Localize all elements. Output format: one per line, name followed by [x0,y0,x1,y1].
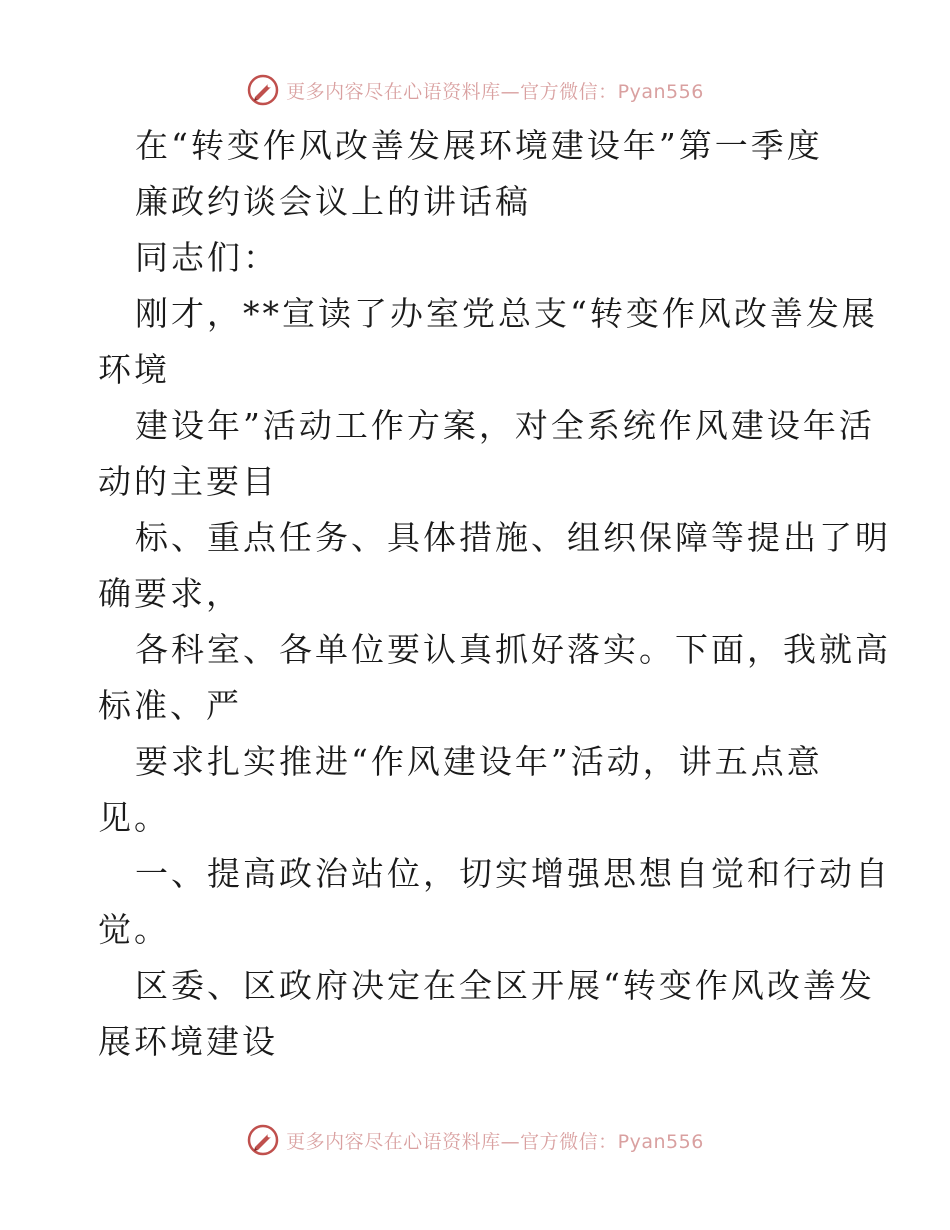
paragraph-line: 确要求， [98,574,242,613]
section-heading-line: 一、提高政治站位，切实增强思想自觉和行动自 [135,854,891,893]
header-watermark-banner [0,70,950,110]
salutation: 同志们： [135,238,279,277]
paragraph-line: 见。 [98,798,170,837]
footer-watermark-banner [0,1120,950,1160]
paragraph-line: 环境 [98,350,170,389]
paragraph-line: 区委、区政府决定在全区开展“转变作风改善发 [135,966,875,1005]
document-body [98,118,891,1070]
paragraph-line: 标准、严 [98,686,242,725]
pen-logo-icon [246,73,280,107]
pen-logo-icon [246,1123,280,1157]
banner-text: 更多内容尽在心语资料库—官方微信：Pyan556 [286,1130,704,1153]
paragraph-line: 刚才，**宣读了办室党总支“转变作风改善发展 [135,294,878,333]
paragraph-line: 动的主要目 [98,462,278,501]
section-heading-line: 觉。 [98,910,170,949]
paragraph-line: 各科室、各单位要认真抓好落实。下面，我就高 [135,630,891,669]
paragraph-line: 建设年”活动工作方案，对全系统作风建设年活 [135,406,875,445]
doc-title-line-2: 廉政约谈会议上的讲话稿 [135,182,531,221]
paragraph-line: 标、重点任务、具体措施、组织保障等提出了明 [135,518,891,557]
paragraph-line: 要求扎实推进“作风建设年”活动，讲五点意 [135,742,823,781]
banner-text: 更多内容尽在心语资料库—官方微信：Pyan556 [286,80,704,103]
doc-title-line-1: 在“转变作风改善发展环境建设年”第一季度 [135,126,823,165]
paragraph-line: 展环境建设 [98,1022,278,1061]
